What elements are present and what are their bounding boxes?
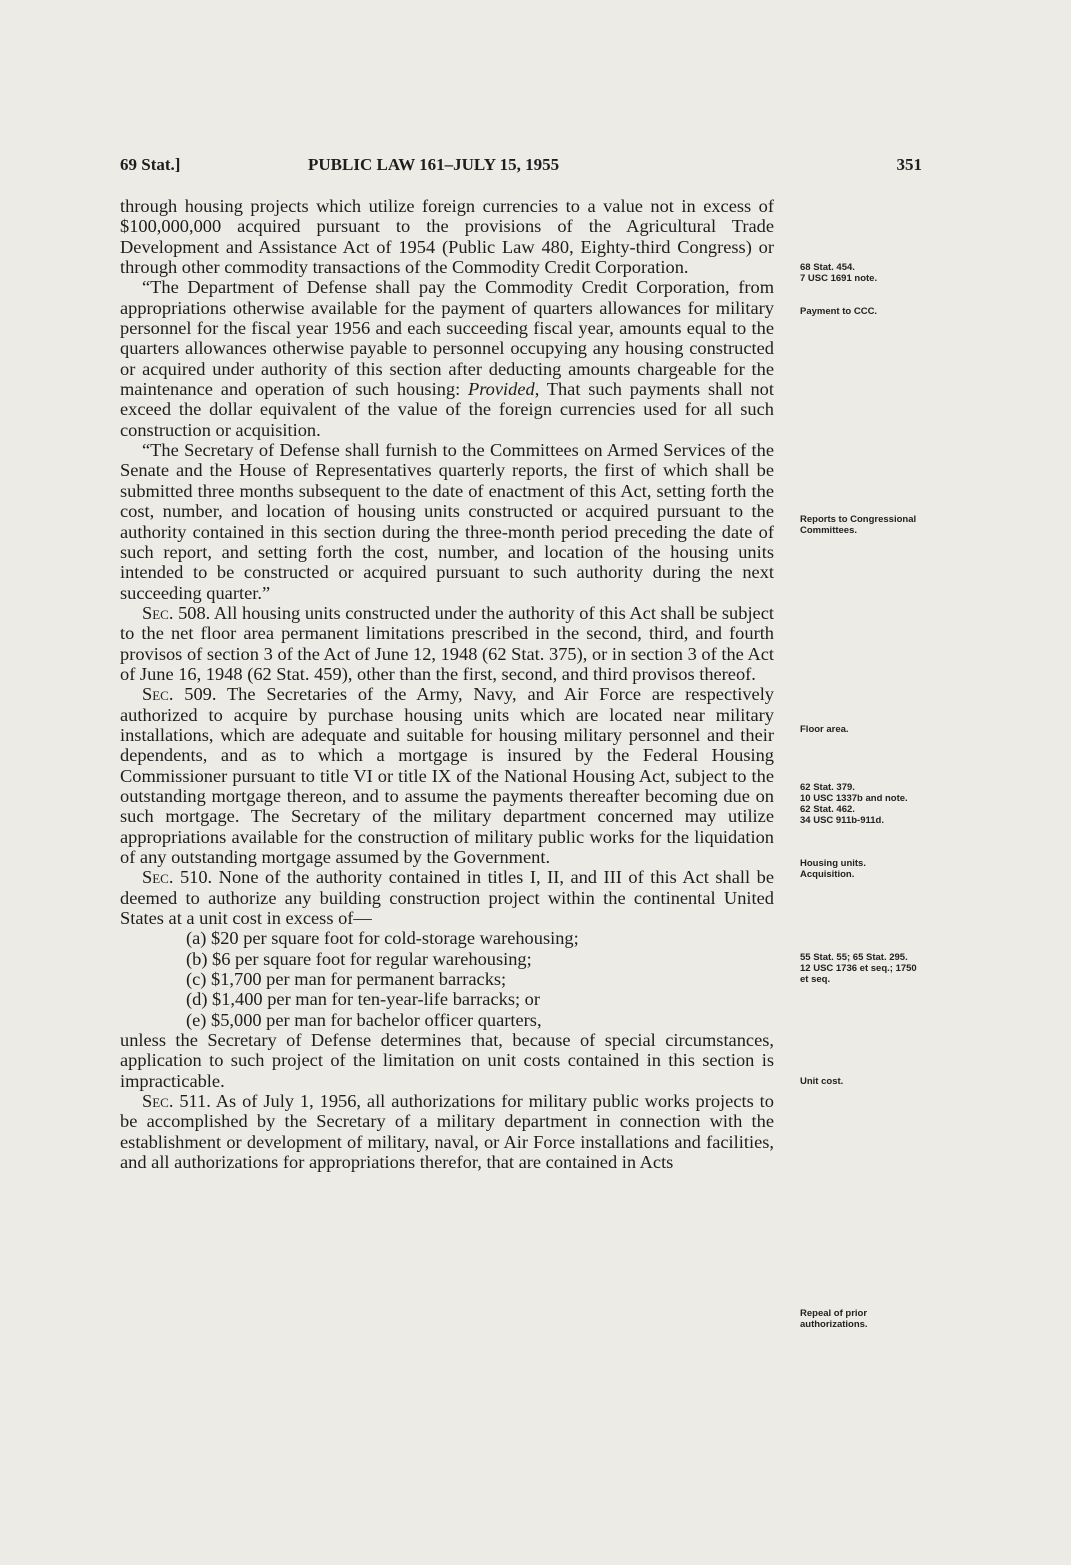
section-label: Sec. 508.	[142, 602, 211, 623]
list-item: (d) $1,400 per man for ten-year-life barracks; or	[186, 989, 541, 1010]
margin-note-unit-cost: Unit cost.	[800, 1076, 844, 1087]
list-item: (a) $20 per square foot for cold-storage warehousing;	[186, 928, 579, 949]
paragraph-housing-projects: through housing projects which utilize foreign currencies to a value not in excess of $100,000,000 acquired pursuant to the provisions of the Agricultural Trade Development and Assistance Act of 1954 (Public Law 480, Eighty-third Congress) or through other commodity transactions of the Commodity Credit Corporation.	[120, 196, 774, 278]
page-number: 351	[896, 155, 922, 174]
margin-note-62-stat: 62 Stat. 379. 10 USC 1337b and note. 62 Stat. 462. 34 USC 911b-911d.	[800, 782, 908, 826]
paragraph-quarterly-reports: “The Secretary of Defense shall furnish to the Committees on Armed Services of the Senate and the House of Representatives quarterly reports, the first of which shall be submitted three months subsequent to the date of enactment of this Act, setting forth the cost, number, and location of housing units constructed or acquired pursuant to the authority contained in this section during the three-month period preceding the date of such report, and setting forth the cost, number, and location of the housing units intended to be constructed or acquired pursuant to such authority during the next succeeding quarter.”	[120, 440, 774, 603]
paragraph-sec-508: Sec. 508. All housing units constructed under the authority of this Act shall be subject to the net floor area permanent limitations prescribed in the second, third, and fourth provisos of section 3 of the Act of June 12, 1948 (62 Stat. 375), or in section 3 of the Act of June 16, 1948 (62 Stat. 459), other than the first, second, and third provisos thereof.	[120, 602, 774, 684]
margin-note-floor-area: Floor area.	[800, 724, 849, 735]
list-item: (b) $6 per square foot for regular warehousing;	[186, 948, 532, 969]
margin-note-payment-ccc: Payment to CCC.	[800, 306, 878, 317]
statute-body	[120, 196, 774, 1173]
paragraph-sec-510: Sec. 510. None of the authority contained in titles I, II, and III of this Act shall be deemed to authorize any building construction project within the continental United States at a unit cost in excess of—	[120, 867, 774, 929]
margin-note-repeal: Repeal of prior authorizations.	[800, 1308, 868, 1330]
section-label: Sec. 510.	[142, 867, 213, 888]
proviso-italic: Provided	[467, 379, 535, 400]
paragraph-sec-509: Sec. 509. The Secretaries of the Army, Navy, and Air Force are respectively authorized to acquire by purchase housing units which are located near military installations, which are adequate and suitable for housing military personnel and their dependents, and as to which a mortgage is insured by the Federal Housing Commissioner pursuant to title VI or title IX of the National Housing Act, subject to the outstanding mortgage thereon, and to assume the payments thereafter becoming due on such mortgage. The Secretary of the military department concerned may utilize appropriations available for the construction of military public works for the liquidation of any outstanding mortgage assumed by the Government.	[120, 684, 774, 867]
paragraph-sec-511: Sec. 511. As of July 1, 1956, all authorizations for military public works projects to be accomplished by the Secretary of a military department in connection with the establishment or development of military, naval, or Air Force installations and facilities, and all authorizations for appropriations therefor, that are contained in Acts	[120, 1091, 774, 1173]
paragraph-unit-cost-exception: unless the Secretary of Defense determines that, because of special circumstances, application to such project of the limitation on unit costs contained in this section is impracticable.	[120, 1030, 774, 1091]
paragraph-dod-payment: “The Department of Defense shall pay the Commodity Credit Corporation, from appropriations otherwise available for the payment of quarters allowances for military personnel for the fiscal year 1956 and each succeeding fiscal year, amounts equal to the quarters allowances otherwise payable to personnel occupying any housing constructed or acquired under authority of this section after deducting amounts chargeable for the maintenance and operation of such housing: Provided, That such payments shall not exceed the dollar equivalent of the value of the foreign currencies used for all such construction or acquisition.	[120, 277, 774, 440]
volume-reference: 69 Stat.]	[120, 155, 181, 174]
list-item: (c) $1,700 per man for permanent barracks;	[186, 969, 507, 990]
list-item: (e) $5,000 per man for bachelor officer quarters,	[186, 1009, 542, 1030]
section-label: Sec. 509.	[142, 684, 217, 705]
margin-note-housing-units: Housing units. Acquisition.	[800, 858, 866, 880]
section-label: Sec. 511.	[142, 1091, 211, 1112]
public-law-title: PUBLIC LAW 161–JULY 15, 1955	[308, 155, 560, 174]
margin-note-55-stat: 55 Stat. 55; 65 Stat. 295. 12 USC 1736 et seq.; 1750 et seq.	[800, 952, 917, 985]
page-header	[120, 155, 922, 179]
margin-note-68-stat: 68 Stat. 454. 7 USC 1691 note.	[800, 262, 878, 284]
margin-note-reports: Reports to Congressional Committees.	[800, 514, 917, 536]
